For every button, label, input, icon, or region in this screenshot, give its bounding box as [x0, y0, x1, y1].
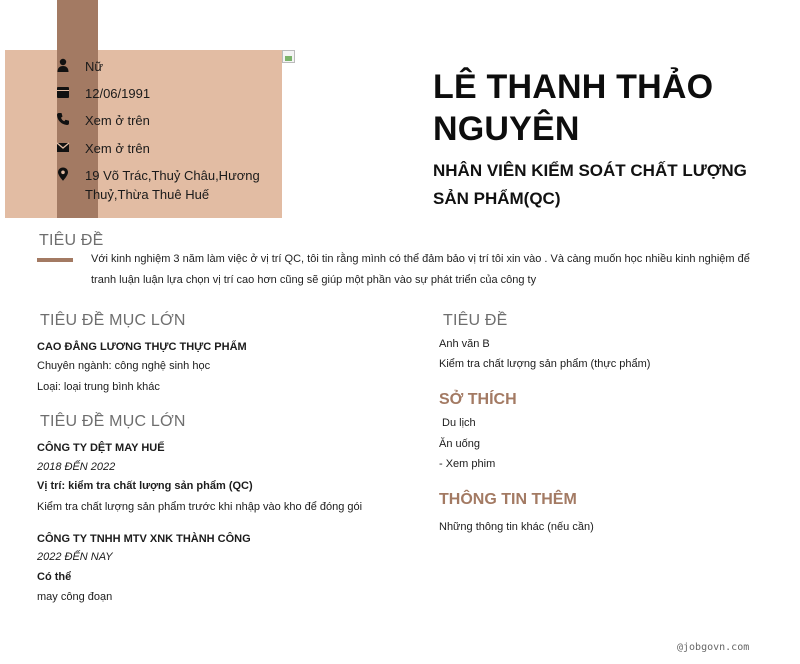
experience-title: TIÊU ĐỀ MỤC LỚN: [40, 413, 186, 430]
birthday-text: 12/06/1991: [85, 86, 151, 101]
contact-email: [56, 139, 265, 158]
job-role: Có thể: [37, 571, 72, 583]
hobbies-title: SỞ THÍCH: [439, 391, 517, 408]
address-text: 19 Võ Trác,Thuỷ Châu,Hương Thuỷ,Thừa Thuê Huế: [85, 168, 260, 202]
hobby-item: Ăn uống: [439, 438, 480, 450]
profile-photo: [282, 50, 295, 63]
education-title: TIÊU ĐỀ MỤC LỚN: [40, 312, 186, 329]
mail-icon: [56, 140, 70, 154]
job-description: Kiểm tra chất lượng sản phẩm trước khi nhập vào kho để đóng gói: [37, 501, 363, 513]
candidate-position: NHÂN VIÊN KIỂM SOÁT CHẤT LƯỢNG SẢN PHẨM(QC): [433, 161, 747, 208]
watermark: @jobgovn.com: [677, 642, 750, 653]
person-icon: [56, 58, 70, 72]
contact-gender: [56, 57, 265, 76]
location-icon: [56, 167, 70, 181]
contact-address: [56, 166, 265, 204]
gender-text: Nữ: [85, 59, 104, 74]
calendar-icon: [56, 85, 70, 99]
hobby-item: Du lịch: [439, 417, 476, 429]
education-school: CAO ĐẲNG LƯƠNG THỰC THỰC PHẨM: [37, 341, 247, 353]
job-company: CÔNG TY TNHH MTV XNK THÀNH CÔNG: [37, 533, 251, 545]
job-period: 2022 ĐẾN NAY: [37, 551, 113, 563]
phone-text: Xem ở trên: [85, 113, 150, 128]
job-company: CÔNG TY DỆT MAY HUẾ: [37, 442, 165, 454]
skill-item: Kiểm tra chất lượng sản phẩm (thực phẩm): [439, 358, 651, 370]
extra-info-title: THÔNG TIN THÊM: [439, 491, 577, 508]
job-role: Vị trí: kiểm tra chất lượng sản phẩm (QC): [37, 480, 253, 492]
objective-title: TIÊU ĐỀ: [39, 232, 104, 249]
skill-item: Anh văn B: [439, 338, 490, 350]
job-period: 2018 ĐẾN 2022: [37, 461, 116, 473]
skills-title: TIÊU ĐỀ: [443, 312, 508, 329]
email-text: Xem ở trên: [85, 141, 150, 156]
education-grade: Loại: loại trung bình khác: [37, 381, 160, 393]
hobby-item: - Xem phim: [439, 458, 496, 470]
objective-text: Với kinh nghiệm 3 năm làm việc ở vị trí QC, tôi tin rằng mình có thể đảm bảo vị trí tôi xin vào . Và càng muốn học nhiều kinh nghiệm để tranh luận luận lựa chọn vị trí cao hơn cũng sẽ giúp một phần vào sự phát triển của công ty: [91, 253, 750, 286]
phone-icon: [56, 112, 70, 126]
candidate-name: LÊ THANH THẢO NGUYÊN: [433, 68, 714, 148]
objective-underline: [37, 258, 73, 262]
extra-info-text: Những thông tin khác (nếu cần): [439, 521, 594, 533]
contact-birthday: [56, 84, 265, 103]
contact-phone: [56, 111, 265, 130]
education-major: Chuyên ngành: công nghệ sinh học: [37, 360, 211, 372]
job-description: may công đoạn: [37, 591, 113, 603]
